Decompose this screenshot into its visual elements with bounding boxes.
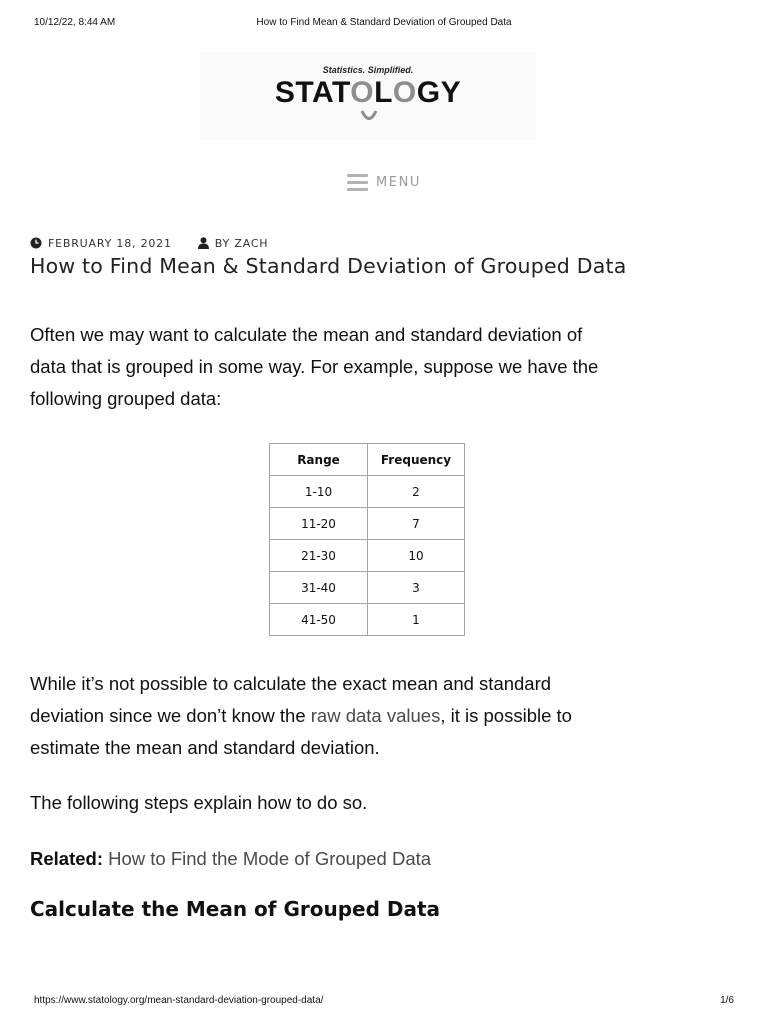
table-cell-frequency: 3	[368, 572, 465, 604]
print-header	[0, 17, 768, 31]
table-row	[270, 604, 465, 636]
table-cell-range: 1-10	[270, 476, 368, 508]
site-logo[interactable]	[200, 52, 536, 140]
table-row	[270, 508, 465, 540]
explanation-paragraph	[30, 668, 730, 764]
print-doc-title: How to Find Mean & Standard Deviation of Grouped Data	[256, 17, 512, 28]
table-cell-frequency: 10	[368, 540, 465, 572]
logo-smile-icon	[360, 110, 378, 122]
table-cell-frequency: 1	[368, 604, 465, 636]
table-header-frequency: Frequency	[368, 444, 465, 476]
intro-line-1: Often we may want to calculate the mean and standard deviation of	[30, 324, 583, 345]
table-cell-frequency: 7	[368, 508, 465, 540]
logo-text-o1: O	[350, 76, 375, 109]
print-footer	[0, 995, 768, 1009]
table-cell-frequency: 2	[368, 476, 465, 508]
intro-line-2: data that is grouped in some way. For example, suppose we have the	[30, 356, 599, 377]
table-cell-range: 41-50	[270, 604, 368, 636]
related-paragraph	[30, 843, 730, 875]
related-label: Related:	[30, 848, 103, 869]
logo-tagline: Statistics. Simplified.	[322, 65, 414, 75]
table-cell-range: 31-40	[270, 572, 368, 604]
table-row	[270, 572, 465, 604]
logo-wordmark	[200, 76, 536, 110]
clock-icon	[30, 237, 42, 249]
post-author[interactable]: BY ZACH	[214, 236, 269, 250]
section-heading: Calculate the Mean of Grouped Data	[30, 897, 441, 921]
related-link[interactable]: How to Find the Mode of Grouped Data	[108, 848, 432, 869]
steps-paragraph: The following steps explain how to do so.	[30, 792, 368, 813]
p2-line-2b: , it is possible to	[440, 705, 572, 726]
print-page-number: 1/6	[720, 995, 734, 1006]
logo-text-stat: STAT	[274, 76, 351, 109]
hamburger-icon	[347, 174, 368, 191]
p2-line-1: While it’s not possible to calculate the exact mean and standard	[30, 673, 552, 694]
intro-line-3: following grouped data:	[30, 388, 222, 409]
table-row	[270, 476, 465, 508]
raw-data-values-link[interactable]: raw data values	[310, 705, 441, 726]
print-url: https://www.statology.org/mean-standard-deviation-grouped-data/	[34, 995, 324, 1006]
intro-paragraph	[30, 319, 730, 415]
table-header-range: Range	[270, 444, 368, 476]
p2-line-3: estimate the mean and standard deviation.	[30, 737, 380, 758]
user-icon	[198, 237, 209, 249]
menu-toggle[interactable]	[0, 171, 768, 193]
table-cell-range: 11-20	[270, 508, 368, 540]
logo-text-gy: GY	[416, 76, 462, 109]
article-title: How to Find Mean & Standard Deviation of Grouped Data	[30, 254, 627, 278]
menu-label: MENU	[375, 174, 422, 190]
post-meta	[30, 236, 268, 250]
logo-text-o2: O	[392, 76, 417, 109]
table-cell-range: 21-30	[270, 540, 368, 572]
print-datetime: 10/12/22, 8:44 AM	[34, 17, 116, 28]
table-header-row	[270, 444, 465, 476]
p2-line-2a: deviation since we don’t know the	[30, 705, 311, 726]
post-date[interactable]: FEBRUARY 18, 2021	[48, 236, 172, 250]
logo-text-l: L	[374, 76, 393, 109]
table-row	[270, 540, 465, 572]
grouped-data-table	[269, 443, 465, 636]
